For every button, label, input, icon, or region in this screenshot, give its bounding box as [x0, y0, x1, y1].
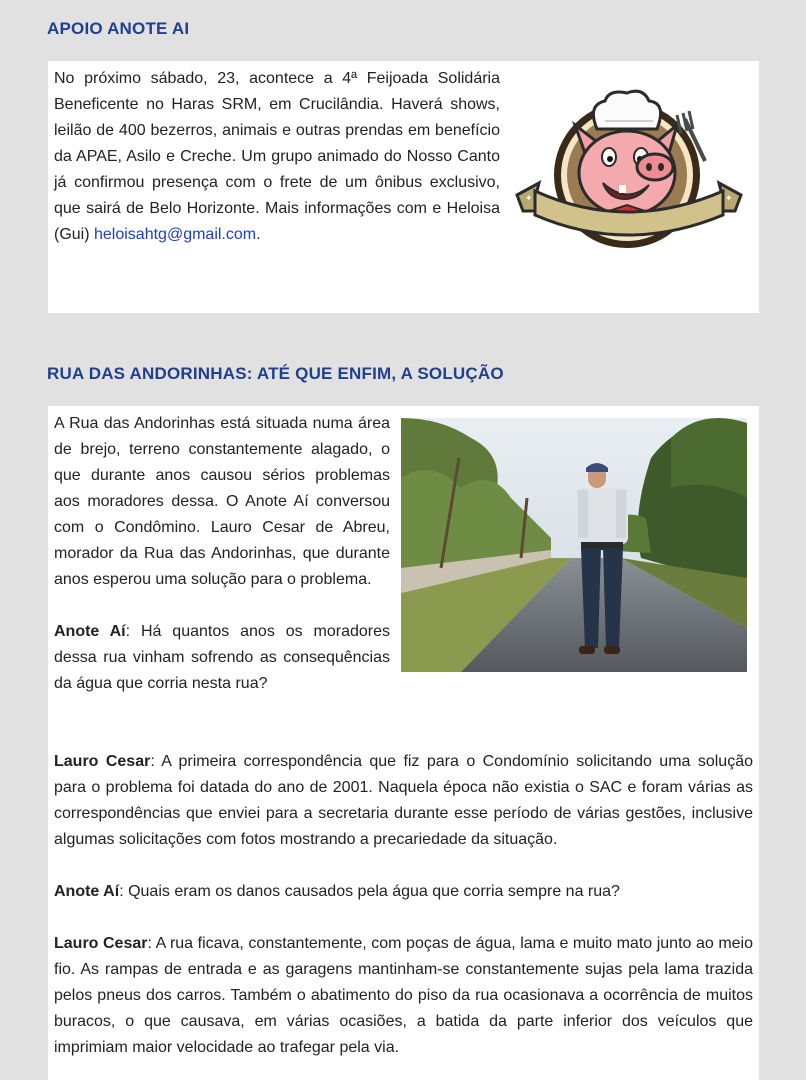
qa-question-2	[54, 879, 753, 905]
andorinhas-full-column	[54, 749, 753, 1061]
question-text: : Quais eram os danos causados pela água que corria sempre na rua?	[119, 883, 620, 900]
section-title-andorinhas: RUA DAS ANDORINHAS: ATÉ QUE ENFIM, A SOLUÇÃO	[47, 364, 504, 383]
answer-text: : A rua ficava, constantemente, com poças de água, lama e muito mato junto ao meio fio. As rampas de entrada e as garagens mantinham-se constantemente sujas pela lama trazida pelos pneus dos carros. Também o abatimento do piso da rua ocasionava a ocorrência de muitos buracos, o que causava, em várias ocasiões, a batida da parte inferior dos veículos que imprimiam maior velocidade ao trafegar pela via.	[54, 935, 753, 1056]
apoio-text-end: .	[256, 226, 261, 243]
apoio-text: No próximo sábado, 23, acontece a 4ª Feijoada Solidária Beneficente no Haras SRM, em Crucilândia. Haverá shows, leilão de 400 bezerros, animais e outras prendas em benefício da APAE, Asilo e Creche. Um grupo animado do Nosso Canto já confirmou presença com o frete de um ônibus exclusivo, que sairá de Belo Horizonte. Mais informações com e Heloisa (Gui)	[54, 70, 500, 243]
qa-answer-2	[54, 931, 753, 1061]
speaker-lauro: Lauro Cesar	[54, 753, 151, 770]
intro-paragraph: A Rua das Andorinhas está situada numa área de brejo, terreno constantemente alagado, o que durante anos causou sérios problemas aos moradores dessa. O Anote Aí conversou com o Condômino. Lauro Cesar de Abreu, morador da Rua das Andorinhas, que durante anos esperou uma solução para o problema.	[54, 415, 390, 588]
speaker-anote: Anote Aí	[54, 623, 126, 640]
section-title-apoio: APOIO ANOTE AI	[47, 19, 190, 38]
answer-text: : A primeira correspondência que fiz para o Condomínio solicitando uma solução para o problema foi datada do ano de 2001. Naquela época não existia o SAC e foram várias as correspondências que enviei para a secretaria durante esse período de várias gestões, inclusive algumas solicitações com fotos mostrando a precariedade da situação.	[54, 753, 753, 848]
svg-text:✦: ✦	[525, 194, 533, 204]
qa-answer-1	[54, 749, 753, 853]
pig-chef-mascot-image	[509, 87, 749, 257]
qa-question-1	[54, 619, 390, 697]
email-link[interactable]: heloisahtg@gmail.com	[94, 226, 257, 243]
speaker-lauro: Lauro Cesar	[54, 935, 148, 952]
svg-text:✦: ✦	[725, 194, 733, 204]
andorinhas-left-column	[54, 411, 390, 697]
speaker-anote: Anote Aí	[54, 883, 120, 900]
street-photo-image	[401, 418, 747, 672]
apoio-paragraph	[54, 66, 500, 248]
question-text: : Há quantos anos os moradores dessa rua vinham sofrendo as consequências da água que corria nesta rua?	[54, 623, 390, 692]
